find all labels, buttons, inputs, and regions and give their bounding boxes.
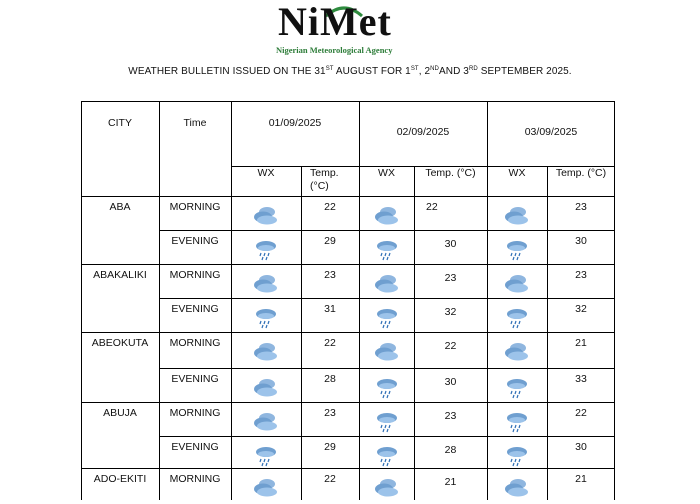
time-of-day: MORNING bbox=[169, 407, 221, 419]
time-of-day: MORNING bbox=[169, 201, 221, 213]
subheader-temp-unit: (°C) bbox=[310, 180, 329, 192]
time-of-day: EVENING bbox=[171, 373, 219, 385]
cloudy-icon bbox=[253, 273, 279, 295]
subheader-wx: WX bbox=[257, 167, 275, 179]
temperature-value: 29 bbox=[324, 235, 336, 247]
rain-icon bbox=[504, 445, 530, 467]
table-rule bbox=[231, 166, 615, 167]
cloudy-icon bbox=[374, 341, 400, 363]
title-sup: RD bbox=[468, 66, 478, 72]
temperature-value: 21 bbox=[575, 473, 587, 485]
rain-icon bbox=[504, 307, 530, 329]
temperature-value: 22 bbox=[575, 407, 587, 419]
title-text: WEATHER BULLETIN ISSUED ON THE 31 bbox=[128, 66, 326, 77]
title-sup: ST bbox=[325, 66, 334, 72]
cloudy-icon bbox=[504, 273, 530, 295]
time-of-day: EVENING bbox=[171, 303, 219, 315]
temperature-value: 23 bbox=[444, 410, 457, 422]
temperature-value: 31 bbox=[324, 303, 336, 315]
title-text: AND 3 bbox=[439, 66, 469, 77]
temperature-value: 30 bbox=[444, 376, 457, 388]
temperature-value: 30 bbox=[575, 235, 587, 247]
city-name: ABA bbox=[109, 201, 131, 213]
rain-icon bbox=[504, 377, 530, 399]
cloudy-icon bbox=[504, 477, 530, 499]
subheader-wx: WX bbox=[378, 167, 395, 179]
table-rule bbox=[487, 101, 488, 500]
agency-name: Nigerian Meteorological Agency bbox=[276, 45, 393, 55]
temperature-value: 23 bbox=[575, 201, 587, 213]
time-of-day: EVENING bbox=[171, 235, 219, 247]
bulletin-title bbox=[0, 66, 700, 77]
temperature-value: 22 bbox=[324, 337, 336, 349]
temperature-value: 23 bbox=[324, 269, 336, 281]
temperature-value: 22 bbox=[324, 201, 336, 213]
time-of-day: EVENING bbox=[171, 441, 219, 453]
rain-icon bbox=[374, 377, 400, 399]
rain-icon bbox=[504, 411, 530, 433]
cloudy-icon bbox=[374, 273, 400, 295]
forecast-table bbox=[81, 101, 615, 500]
temperature-value: 23 bbox=[444, 272, 457, 284]
cloudy-icon bbox=[504, 205, 530, 227]
temperature-value: 23 bbox=[575, 269, 587, 281]
cloudy-icon bbox=[253, 205, 279, 227]
time-of-day: MORNING bbox=[169, 473, 221, 485]
cloudy-icon bbox=[253, 477, 279, 499]
time-of-day: MORNING bbox=[169, 337, 221, 349]
title-sup: ST bbox=[410, 66, 419, 72]
table-rule bbox=[159, 436, 615, 437]
subheader-temp: Temp. bbox=[310, 167, 339, 179]
rain-icon bbox=[253, 445, 279, 467]
rain-icon bbox=[374, 239, 400, 261]
temperature-value: 30 bbox=[575, 441, 587, 453]
temperature-value: 28 bbox=[444, 444, 457, 456]
temperature-value: 33 bbox=[575, 373, 587, 385]
temperature-value: 22 bbox=[324, 473, 336, 485]
temperature-value: 23 bbox=[324, 407, 336, 419]
subheader-wx: WX bbox=[508, 167, 526, 179]
title-sup: ND bbox=[430, 66, 439, 72]
city-name: ADO-EKITI bbox=[93, 473, 147, 485]
rain-icon bbox=[253, 239, 279, 261]
table-rule bbox=[81, 468, 615, 469]
temperature-value: 21 bbox=[444, 476, 457, 488]
table-rule bbox=[81, 101, 82, 500]
header-time: Time bbox=[183, 117, 207, 129]
rain-icon bbox=[253, 307, 279, 329]
table-rule bbox=[159, 230, 615, 231]
subheader-temp: Temp. (°C) bbox=[425, 167, 476, 179]
table-rule bbox=[159, 368, 615, 369]
cloudy-icon bbox=[253, 377, 279, 399]
cloudy-icon bbox=[374, 477, 400, 499]
temperature-value: 32 bbox=[575, 303, 587, 315]
temperature-value: 29 bbox=[324, 441, 336, 453]
rain-icon bbox=[504, 239, 530, 261]
table-rule bbox=[81, 101, 615, 102]
table-rule bbox=[359, 101, 360, 500]
header-date-1: 01/09/2025 bbox=[268, 117, 322, 129]
temperature-value: 22 bbox=[426, 201, 438, 213]
table-rule bbox=[81, 402, 615, 403]
time-of-day: MORNING bbox=[169, 269, 221, 281]
city-name: ABAKALIKI bbox=[93, 269, 147, 281]
table-rule bbox=[159, 298, 615, 299]
title-text: AUGUST FOR 1 bbox=[333, 66, 411, 77]
city-name: ABUJA bbox=[103, 407, 137, 419]
temperature-value: 32 bbox=[444, 306, 457, 318]
temperature-value: 30 bbox=[444, 238, 457, 250]
header-date-3: 03/09/2025 bbox=[524, 126, 578, 138]
temperature-value: 28 bbox=[324, 373, 336, 385]
logo-wordmark: NiMet bbox=[278, 0, 392, 44]
title-text: SEPTEMBER 2025. bbox=[477, 66, 572, 77]
cloudy-icon bbox=[504, 341, 530, 363]
city-name: ABEOKUTA bbox=[91, 337, 149, 349]
temperature-value: 21 bbox=[575, 337, 587, 349]
table-rule bbox=[81, 264, 615, 265]
title-text: , 2 bbox=[418, 66, 431, 77]
rain-icon bbox=[374, 411, 400, 433]
cloudy-icon bbox=[253, 341, 279, 363]
table-rule bbox=[231, 101, 232, 500]
nimet-logo bbox=[270, 0, 430, 56]
header-city: CITY bbox=[108, 117, 132, 129]
table-rule bbox=[81, 196, 615, 197]
rain-icon bbox=[374, 445, 400, 467]
cloudy-icon bbox=[374, 205, 400, 227]
temperature-value: 22 bbox=[444, 340, 457, 352]
table-rule bbox=[81, 332, 615, 333]
rain-icon bbox=[374, 307, 400, 329]
header-date-2: 02/09/2025 bbox=[396, 126, 450, 138]
cloudy-icon bbox=[253, 411, 279, 433]
subheader-temp: Temp. (°C) bbox=[555, 167, 607, 179]
